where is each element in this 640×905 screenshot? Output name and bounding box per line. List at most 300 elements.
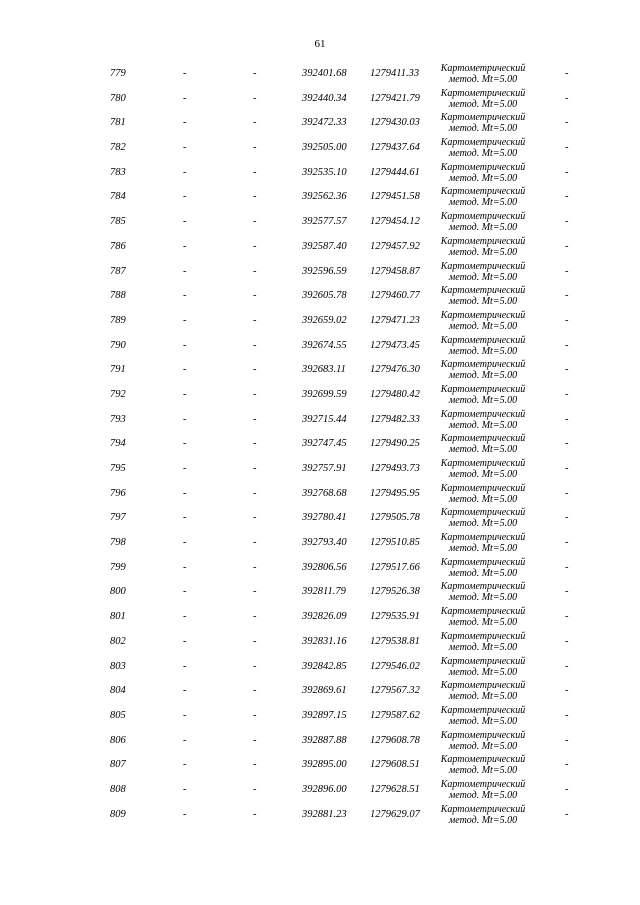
empty-value-cell: - bbox=[183, 388, 187, 400]
y-coordinate: 1279480.42 bbox=[370, 388, 420, 400]
x-coordinate: 392811.79 bbox=[302, 586, 346, 598]
x-coordinate: 392887.88 bbox=[302, 734, 347, 746]
point-number: 782 bbox=[110, 142, 126, 154]
empty-value-cell: - bbox=[565, 783, 569, 795]
table-row bbox=[0, 703, 640, 728]
empty-value-cell: - bbox=[565, 142, 569, 154]
empty-value-cell: - bbox=[253, 685, 257, 697]
table-row bbox=[0, 209, 640, 234]
empty-value-cell: - bbox=[183, 611, 187, 623]
empty-value-cell: - bbox=[253, 314, 257, 326]
method-cell bbox=[432, 631, 534, 653]
x-coordinate: 392768.68 bbox=[302, 487, 347, 499]
method-name: Картометрический bbox=[440, 433, 526, 445]
table-row bbox=[0, 160, 640, 185]
method-cell bbox=[432, 557, 534, 579]
table-row bbox=[0, 604, 640, 629]
x-coordinate: 392683.11 bbox=[302, 364, 346, 376]
x-coordinate: 392826.09 bbox=[302, 611, 347, 623]
empty-value-cell: - bbox=[565, 166, 569, 178]
x-coordinate: 392577.57 bbox=[302, 216, 347, 228]
method-name: Картометрический bbox=[440, 87, 526, 99]
point-number: 788 bbox=[110, 290, 126, 302]
method-accuracy: метод. Mt=5.00 bbox=[448, 394, 518, 406]
empty-value-cell: - bbox=[183, 463, 187, 474]
empty-value-cell: - bbox=[183, 734, 187, 746]
point-number: 779 bbox=[110, 68, 126, 79]
method-cell bbox=[432, 409, 534, 431]
method-name: Картометрический bbox=[440, 458, 526, 469]
y-coordinate: 1279471.23 bbox=[370, 314, 420, 326]
empty-value-cell: - bbox=[183, 314, 187, 326]
method-name: Картометрический bbox=[440, 260, 526, 272]
empty-value-cell: - bbox=[253, 783, 257, 795]
x-coordinate: 392896.00 bbox=[302, 783, 347, 795]
method-cell bbox=[432, 458, 534, 480]
y-coordinate: 1279490.25 bbox=[370, 438, 420, 450]
method-name: Картометрический bbox=[440, 161, 526, 173]
empty-value-cell: - bbox=[565, 191, 569, 203]
empty-value-cell: - bbox=[565, 314, 569, 326]
empty-value-cell: - bbox=[183, 413, 187, 425]
x-coordinate: 392674.55 bbox=[302, 339, 347, 351]
y-coordinate: 1279493.73 bbox=[370, 463, 420, 474]
method-accuracy: метод. Mt=5.00 bbox=[448, 320, 518, 332]
empty-value-cell: - bbox=[183, 685, 187, 697]
method-cell bbox=[432, 507, 534, 529]
empty-value-cell: - bbox=[565, 290, 569, 302]
method-name: Картометрический bbox=[440, 112, 526, 124]
point-number: 805 bbox=[110, 709, 126, 721]
point-number: 795 bbox=[110, 463, 126, 474]
method-cell bbox=[432, 162, 534, 184]
method-cell bbox=[432, 63, 534, 85]
empty-value-cell: - bbox=[183, 265, 187, 277]
method-name: Картометрический bbox=[440, 235, 526, 247]
method-name: Картометрический bbox=[440, 655, 526, 667]
method-name: Картометрический bbox=[440, 309, 526, 321]
method-cell bbox=[432, 532, 534, 554]
y-coordinate: 1279458.87 bbox=[370, 265, 420, 277]
method-cell bbox=[432, 285, 534, 307]
point-number: 796 bbox=[110, 487, 126, 499]
method-name: Картометрический bbox=[440, 334, 526, 346]
y-coordinate: 1279451.58 bbox=[370, 191, 420, 203]
empty-value-cell: - bbox=[183, 339, 187, 351]
empty-value-cell: - bbox=[253, 759, 257, 771]
method-accuracy: метод. Mt=5.00 bbox=[448, 271, 518, 283]
empty-value-cell: - bbox=[183, 512, 187, 524]
point-number: 790 bbox=[110, 339, 126, 351]
empty-value-cell: - bbox=[183, 166, 187, 178]
method-cell bbox=[432, 433, 534, 455]
x-coordinate: 392869.61 bbox=[302, 685, 347, 697]
x-coordinate: 392562.36 bbox=[302, 191, 347, 203]
y-coordinate: 1279421.79 bbox=[370, 92, 420, 104]
point-number: 789 bbox=[110, 314, 126, 326]
empty-value-cell: - bbox=[565, 364, 569, 376]
point-number: 803 bbox=[110, 660, 126, 672]
table-row bbox=[0, 505, 640, 530]
table-row bbox=[0, 333, 640, 358]
empty-value-cell: - bbox=[565, 808, 569, 820]
x-coordinate: 392793.40 bbox=[302, 537, 347, 549]
empty-value-cell: - bbox=[183, 709, 187, 721]
x-coordinate: 392699.59 bbox=[302, 388, 347, 400]
point-number: 786 bbox=[110, 240, 126, 252]
table-row bbox=[0, 61, 640, 86]
empty-value-cell: - bbox=[253, 808, 257, 820]
method-cell bbox=[432, 804, 534, 826]
empty-value-cell: - bbox=[565, 709, 569, 721]
empty-value-cell: - bbox=[565, 438, 569, 450]
x-coordinate: 392806.56 bbox=[302, 561, 347, 573]
point-number: 798 bbox=[110, 537, 126, 549]
empty-value-cell: - bbox=[183, 783, 187, 795]
method-name: Картометрический bbox=[440, 532, 526, 544]
point-number: 780 bbox=[110, 92, 126, 104]
method-accuracy: метод. Mt=5.00 bbox=[448, 567, 518, 579]
empty-value-cell: - bbox=[253, 463, 257, 474]
empty-value-cell: - bbox=[183, 438, 187, 450]
y-coordinate: 1279546.02 bbox=[370, 660, 420, 672]
method-name: Картометрический bbox=[440, 556, 526, 568]
empty-value-cell: - bbox=[253, 68, 257, 79]
method-cell bbox=[432, 359, 534, 381]
y-coordinate: 1279567.32 bbox=[370, 685, 420, 697]
empty-value-cell: - bbox=[565, 537, 569, 549]
method-name: Картометрический bbox=[440, 211, 526, 223]
empty-value-cell: - bbox=[565, 388, 569, 400]
method-name: Картометрический bbox=[440, 285, 526, 297]
empty-value-cell: - bbox=[565, 734, 569, 746]
method-accuracy: метод. Mt=5.00 bbox=[448, 789, 518, 801]
method-cell bbox=[432, 384, 534, 406]
method-accuracy: метод. Mt=5.00 bbox=[448, 370, 518, 382]
empty-value-cell: - bbox=[253, 487, 257, 499]
empty-value-cell: - bbox=[565, 216, 569, 228]
empty-value-cell: - bbox=[253, 117, 257, 129]
x-coordinate: 392587.40 bbox=[302, 240, 347, 252]
x-coordinate: 392535.10 bbox=[302, 166, 347, 178]
method-name: Картометрический bbox=[440, 482, 526, 494]
x-coordinate: 392757.91 bbox=[302, 463, 347, 474]
empty-value-cell: - bbox=[565, 339, 569, 351]
method-name: Картометрический bbox=[440, 680, 526, 692]
table-row bbox=[0, 728, 640, 753]
empty-value-cell: - bbox=[253, 561, 257, 573]
method-accuracy: метод. Mt=5.00 bbox=[448, 715, 518, 727]
table-row bbox=[0, 678, 640, 703]
empty-value-cell: - bbox=[183, 92, 187, 104]
empty-value-cell: - bbox=[565, 660, 569, 672]
empty-value-cell: - bbox=[565, 117, 569, 129]
method-accuracy: метод. Mt=5.00 bbox=[448, 246, 518, 258]
point-number: 806 bbox=[110, 734, 126, 746]
method-accuracy: метод. Mt=5.00 bbox=[448, 518, 518, 530]
empty-value-cell: - bbox=[253, 166, 257, 178]
method-accuracy: метод. Mt=5.00 bbox=[448, 592, 518, 604]
method-accuracy: метод. Mt=5.00 bbox=[448, 814, 518, 826]
empty-value-cell: - bbox=[183, 759, 187, 771]
table-row bbox=[0, 456, 640, 481]
table-row bbox=[0, 110, 640, 135]
method-accuracy: метод. Mt=5.00 bbox=[448, 641, 518, 653]
empty-value-cell: - bbox=[183, 216, 187, 228]
y-coordinate: 1279495.95 bbox=[370, 487, 420, 499]
method-accuracy: метод. Mt=5.00 bbox=[448, 691, 518, 703]
empty-value-cell: - bbox=[183, 808, 187, 820]
method-cell bbox=[432, 335, 534, 357]
method-cell bbox=[432, 705, 534, 727]
table-row bbox=[0, 184, 640, 209]
empty-value-cell: - bbox=[253, 191, 257, 203]
empty-value-cell: - bbox=[253, 265, 257, 277]
y-coordinate: 1279608.78 bbox=[370, 734, 420, 746]
point-number: 792 bbox=[110, 388, 126, 400]
empty-value-cell: - bbox=[565, 759, 569, 771]
method-name: Картометрический bbox=[440, 383, 526, 395]
empty-value-cell: - bbox=[565, 413, 569, 425]
table-row bbox=[0, 530, 640, 555]
point-number: 809 bbox=[110, 808, 126, 820]
x-coordinate: 392747.45 bbox=[302, 438, 347, 450]
method-accuracy: метод. Mt=5.00 bbox=[448, 444, 518, 456]
method-cell bbox=[432, 112, 534, 134]
empty-value-cell: - bbox=[565, 685, 569, 697]
table-row bbox=[0, 579, 640, 604]
empty-value-cell: - bbox=[253, 240, 257, 252]
empty-value-cell: - bbox=[183, 191, 187, 203]
point-number: 797 bbox=[110, 512, 126, 524]
y-coordinate: 1279457.92 bbox=[370, 240, 420, 252]
x-coordinate: 392897.15 bbox=[302, 709, 347, 721]
table-row bbox=[0, 629, 640, 654]
method-accuracy: метод. Mt=5.00 bbox=[448, 74, 518, 85]
method-accuracy: метод. Mt=5.00 bbox=[448, 543, 518, 555]
y-coordinate: 1279526.38 bbox=[370, 586, 420, 598]
method-cell bbox=[432, 211, 534, 233]
empty-value-cell: - bbox=[183, 660, 187, 672]
table-row bbox=[0, 283, 640, 308]
point-number: 794 bbox=[110, 438, 126, 450]
empty-value-cell: - bbox=[565, 487, 569, 499]
empty-value-cell: - bbox=[183, 561, 187, 573]
empty-value-cell: - bbox=[253, 660, 257, 672]
method-accuracy: метод. Mt=5.00 bbox=[448, 740, 518, 752]
method-cell bbox=[432, 606, 534, 628]
point-number: 807 bbox=[110, 759, 126, 771]
empty-value-cell: - bbox=[183, 290, 187, 302]
method-accuracy: метод. Mt=5.00 bbox=[448, 345, 518, 357]
table-row bbox=[0, 777, 640, 802]
table-row bbox=[0, 481, 640, 506]
table-row bbox=[0, 234, 640, 259]
point-number: 787 bbox=[110, 265, 126, 277]
y-coordinate: 1279587.62 bbox=[370, 709, 420, 721]
empty-value-cell: - bbox=[253, 388, 257, 400]
point-number: 802 bbox=[110, 635, 126, 647]
y-coordinate: 1279510.85 bbox=[370, 537, 420, 549]
method-cell bbox=[432, 236, 534, 258]
y-coordinate: 1279454.12 bbox=[370, 216, 420, 228]
method-name: Картометрический bbox=[440, 606, 526, 618]
point-number: 781 bbox=[110, 117, 126, 129]
empty-value-cell: - bbox=[565, 463, 569, 474]
method-accuracy: метод. Mt=5.00 bbox=[448, 148, 518, 160]
table-row bbox=[0, 555, 640, 580]
point-number: 804 bbox=[110, 685, 126, 697]
x-coordinate: 392659.02 bbox=[302, 314, 347, 326]
empty-value-cell: - bbox=[253, 537, 257, 549]
empty-value-cell: - bbox=[183, 117, 187, 129]
point-number: 783 bbox=[110, 166, 126, 178]
table-row bbox=[0, 752, 640, 777]
table-row bbox=[0, 654, 640, 679]
empty-value-cell: - bbox=[253, 438, 257, 450]
empty-value-cell: - bbox=[565, 265, 569, 277]
y-coordinate: 1279628.51 bbox=[370, 783, 420, 795]
y-coordinate: 1279608.51 bbox=[370, 759, 420, 771]
method-name: Картометрический bbox=[440, 630, 526, 642]
empty-value-cell: - bbox=[565, 561, 569, 573]
point-number: 784 bbox=[110, 191, 126, 203]
point-number: 801 bbox=[110, 611, 126, 623]
method-name: Картометрический bbox=[440, 581, 526, 593]
method-accuracy: метод. Mt=5.00 bbox=[448, 296, 518, 308]
point-number: 791 bbox=[110, 364, 126, 376]
y-coordinate: 1279538.81 bbox=[370, 635, 420, 647]
table-row bbox=[0, 86, 640, 111]
table-row bbox=[0, 431, 640, 456]
y-coordinate: 1279444.61 bbox=[370, 166, 420, 178]
x-coordinate: 392596.59 bbox=[302, 265, 347, 277]
x-coordinate: 392401.68 bbox=[302, 68, 347, 79]
y-coordinate: 1279460.77 bbox=[370, 290, 420, 302]
method-name: Картометрический bbox=[440, 729, 526, 741]
method-name: Картометрический bbox=[440, 186, 526, 198]
table-row bbox=[0, 802, 640, 827]
method-accuracy: метод. Mt=5.00 bbox=[448, 98, 518, 110]
method-accuracy: метод. Mt=5.00 bbox=[448, 469, 518, 480]
y-coordinate: 1279476.30 bbox=[370, 364, 420, 376]
method-accuracy: метод. Mt=5.00 bbox=[448, 123, 518, 135]
table-row bbox=[0, 259, 640, 284]
x-coordinate: 392505.00 bbox=[302, 142, 347, 154]
empty-value-cell: - bbox=[253, 290, 257, 302]
x-coordinate: 392715.44 bbox=[302, 413, 347, 425]
y-coordinate: 1279505.78 bbox=[370, 512, 420, 524]
method-cell bbox=[432, 88, 534, 110]
empty-value-cell: - bbox=[183, 240, 187, 252]
empty-value-cell: - bbox=[183, 142, 187, 154]
x-coordinate: 392881.23 bbox=[302, 808, 347, 820]
empty-value-cell: - bbox=[253, 142, 257, 154]
table-row bbox=[0, 382, 640, 407]
empty-value-cell: - bbox=[253, 413, 257, 425]
method-name: Картометрический bbox=[440, 704, 526, 716]
method-accuracy: метод. Mt=5.00 bbox=[448, 765, 518, 777]
method-accuracy: метод. Mt=5.00 bbox=[448, 197, 518, 209]
method-cell bbox=[432, 261, 534, 283]
y-coordinate: 1279482.33 bbox=[370, 413, 420, 425]
point-number: 785 bbox=[110, 216, 126, 228]
table-row bbox=[0, 357, 640, 382]
page-number: 61 bbox=[314, 38, 326, 50]
table-row bbox=[0, 135, 640, 160]
method-accuracy: метод. Mt=5.00 bbox=[448, 222, 518, 234]
empty-value-cell: - bbox=[253, 734, 257, 746]
method-cell bbox=[432, 137, 534, 159]
method-accuracy: метод. Mt=5.00 bbox=[448, 419, 518, 431]
method-name: Картометрический bbox=[440, 778, 526, 790]
x-coordinate: 392605.78 bbox=[302, 290, 347, 302]
method-name: Картометрический bbox=[440, 359, 526, 371]
point-number: 800 bbox=[110, 586, 126, 598]
empty-value-cell: - bbox=[253, 586, 257, 598]
empty-value-cell: - bbox=[565, 512, 569, 524]
method-name: Картометрический bbox=[440, 507, 526, 519]
empty-value-cell: - bbox=[183, 586, 187, 598]
point-number: 808 bbox=[110, 783, 126, 795]
method-accuracy: метод. Mt=5.00 bbox=[448, 172, 518, 184]
x-coordinate: 392842.85 bbox=[302, 660, 347, 672]
method-name: Картометрический bbox=[440, 408, 526, 420]
empty-value-cell: - bbox=[253, 216, 257, 228]
y-coordinate: 1279430.03 bbox=[370, 117, 420, 129]
y-coordinate: 1279473.45 bbox=[370, 339, 420, 351]
point-number: 799 bbox=[110, 561, 126, 573]
coordinates-table bbox=[0, 61, 640, 826]
y-coordinate: 1279535.91 bbox=[370, 611, 420, 623]
method-name: Картометрический bbox=[440, 803, 526, 815]
empty-value-cell: - bbox=[565, 240, 569, 252]
method-accuracy: метод. Mt=5.00 bbox=[448, 666, 518, 678]
x-coordinate: 392472.33 bbox=[302, 117, 347, 129]
empty-value-cell: - bbox=[183, 635, 187, 647]
empty-value-cell: - bbox=[565, 586, 569, 598]
empty-value-cell: - bbox=[253, 635, 257, 647]
empty-value-cell: - bbox=[253, 709, 257, 721]
method-name: Картометрический bbox=[440, 754, 526, 766]
empty-value-cell: - bbox=[183, 487, 187, 499]
x-coordinate: 392440.34 bbox=[302, 92, 347, 104]
x-coordinate: 392831.16 bbox=[302, 635, 347, 647]
empty-value-cell: - bbox=[565, 635, 569, 647]
method-cell bbox=[432, 581, 534, 603]
y-coordinate: 1279437.64 bbox=[370, 142, 420, 154]
y-coordinate: 1279411.33 bbox=[370, 68, 420, 79]
empty-value-cell: - bbox=[253, 339, 257, 351]
point-number: 793 bbox=[110, 413, 126, 425]
empty-value-cell: - bbox=[253, 92, 257, 104]
x-coordinate: 392895.00 bbox=[302, 759, 347, 771]
method-cell bbox=[432, 483, 534, 505]
empty-value-cell: - bbox=[565, 92, 569, 104]
method-cell bbox=[432, 730, 534, 752]
table-row bbox=[0, 407, 640, 432]
empty-value-cell: - bbox=[253, 611, 257, 623]
empty-value-cell: - bbox=[253, 364, 257, 376]
empty-value-cell: - bbox=[565, 611, 569, 623]
method-accuracy: метод. Mt=5.00 bbox=[448, 617, 518, 629]
y-coordinate: 1279517.66 bbox=[370, 561, 420, 573]
method-name: Картометрический bbox=[440, 63, 526, 74]
method-cell bbox=[432, 656, 534, 678]
table-row bbox=[0, 308, 640, 333]
empty-value-cell: - bbox=[565, 68, 569, 79]
method-cell bbox=[432, 754, 534, 776]
